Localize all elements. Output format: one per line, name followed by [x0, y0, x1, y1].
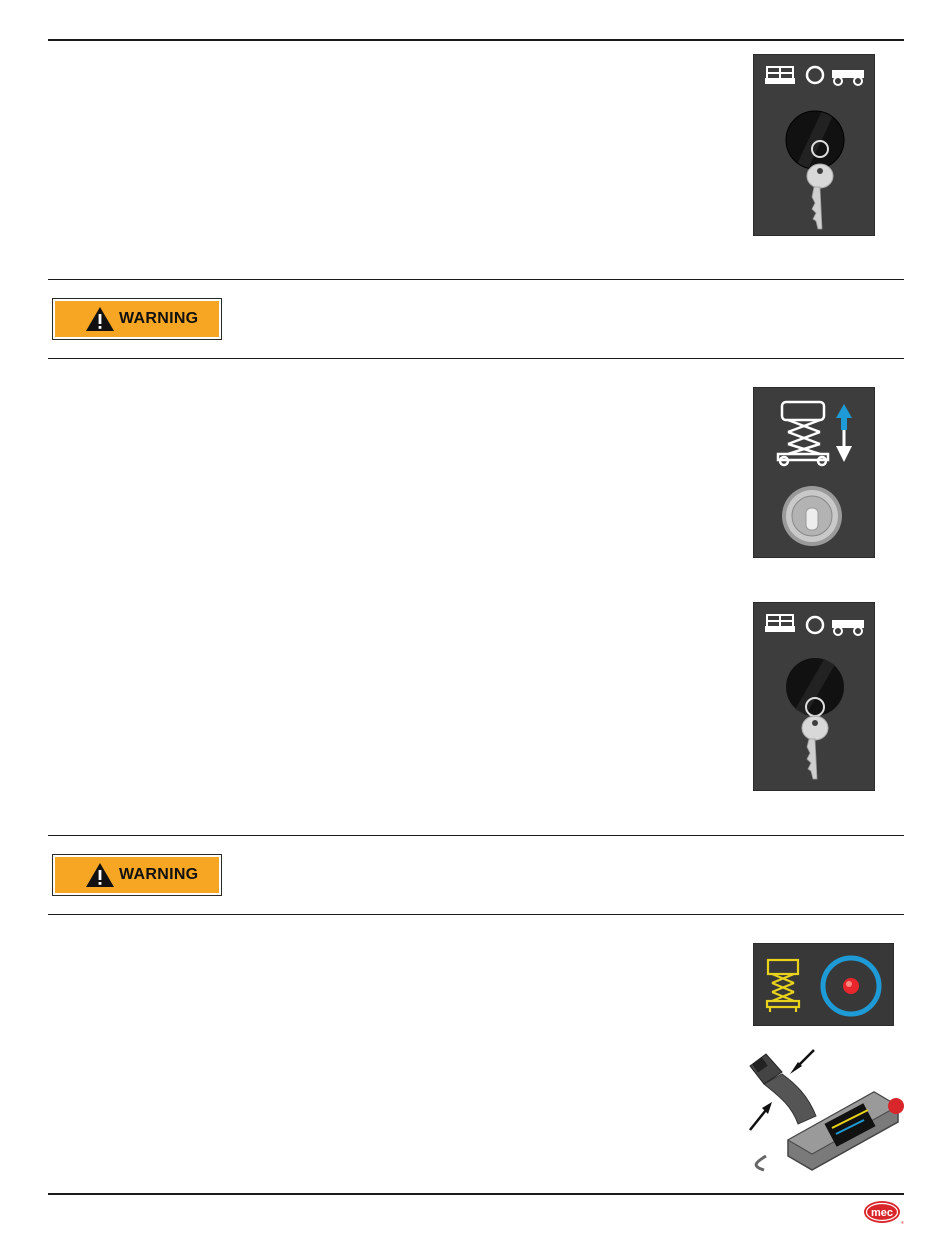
section-divider [48, 358, 904, 359]
key-switch-panel [753, 602, 875, 791]
warning-text: WARNING [119, 310, 199, 327]
emergency-stop-icon [888, 1098, 904, 1114]
chassis-icon [833, 620, 863, 635]
warning-label [52, 854, 222, 896]
up-arrow-icon [836, 404, 852, 430]
platform-icon [766, 67, 794, 83]
warning-text: WARNING [119, 866, 199, 883]
warning-triangle-icon [85, 862, 115, 888]
section-divider [48, 914, 904, 915]
footer-rule [48, 1193, 904, 1195]
off-position-icon [807, 67, 823, 83]
toggle-switch [782, 486, 842, 546]
off-position-icon [807, 617, 823, 633]
down-arrow-icon [836, 430, 852, 462]
section-divider [48, 279, 904, 280]
joystick-handle [764, 1074, 816, 1124]
warning-label [52, 298, 222, 340]
key-switch-panel [753, 54, 875, 236]
top-rule [48, 39, 904, 41]
chassis-icon [833, 70, 863, 85]
lift-toggle-panel [753, 387, 875, 558]
platform-icon [766, 615, 794, 631]
mec-logo [862, 1199, 904, 1225]
svg-text:mec: mec [870, 1207, 894, 1219]
joystick-controller [736, 1044, 914, 1174]
warning-triangle-icon [85, 306, 115, 332]
section-divider [48, 835, 904, 836]
lift-enable-indicator-panel [753, 943, 894, 1026]
scissor-lift-icon [778, 402, 828, 465]
scissor-lift-icon [767, 960, 799, 1012]
svg-text:®: ® [901, 1220, 904, 1225]
